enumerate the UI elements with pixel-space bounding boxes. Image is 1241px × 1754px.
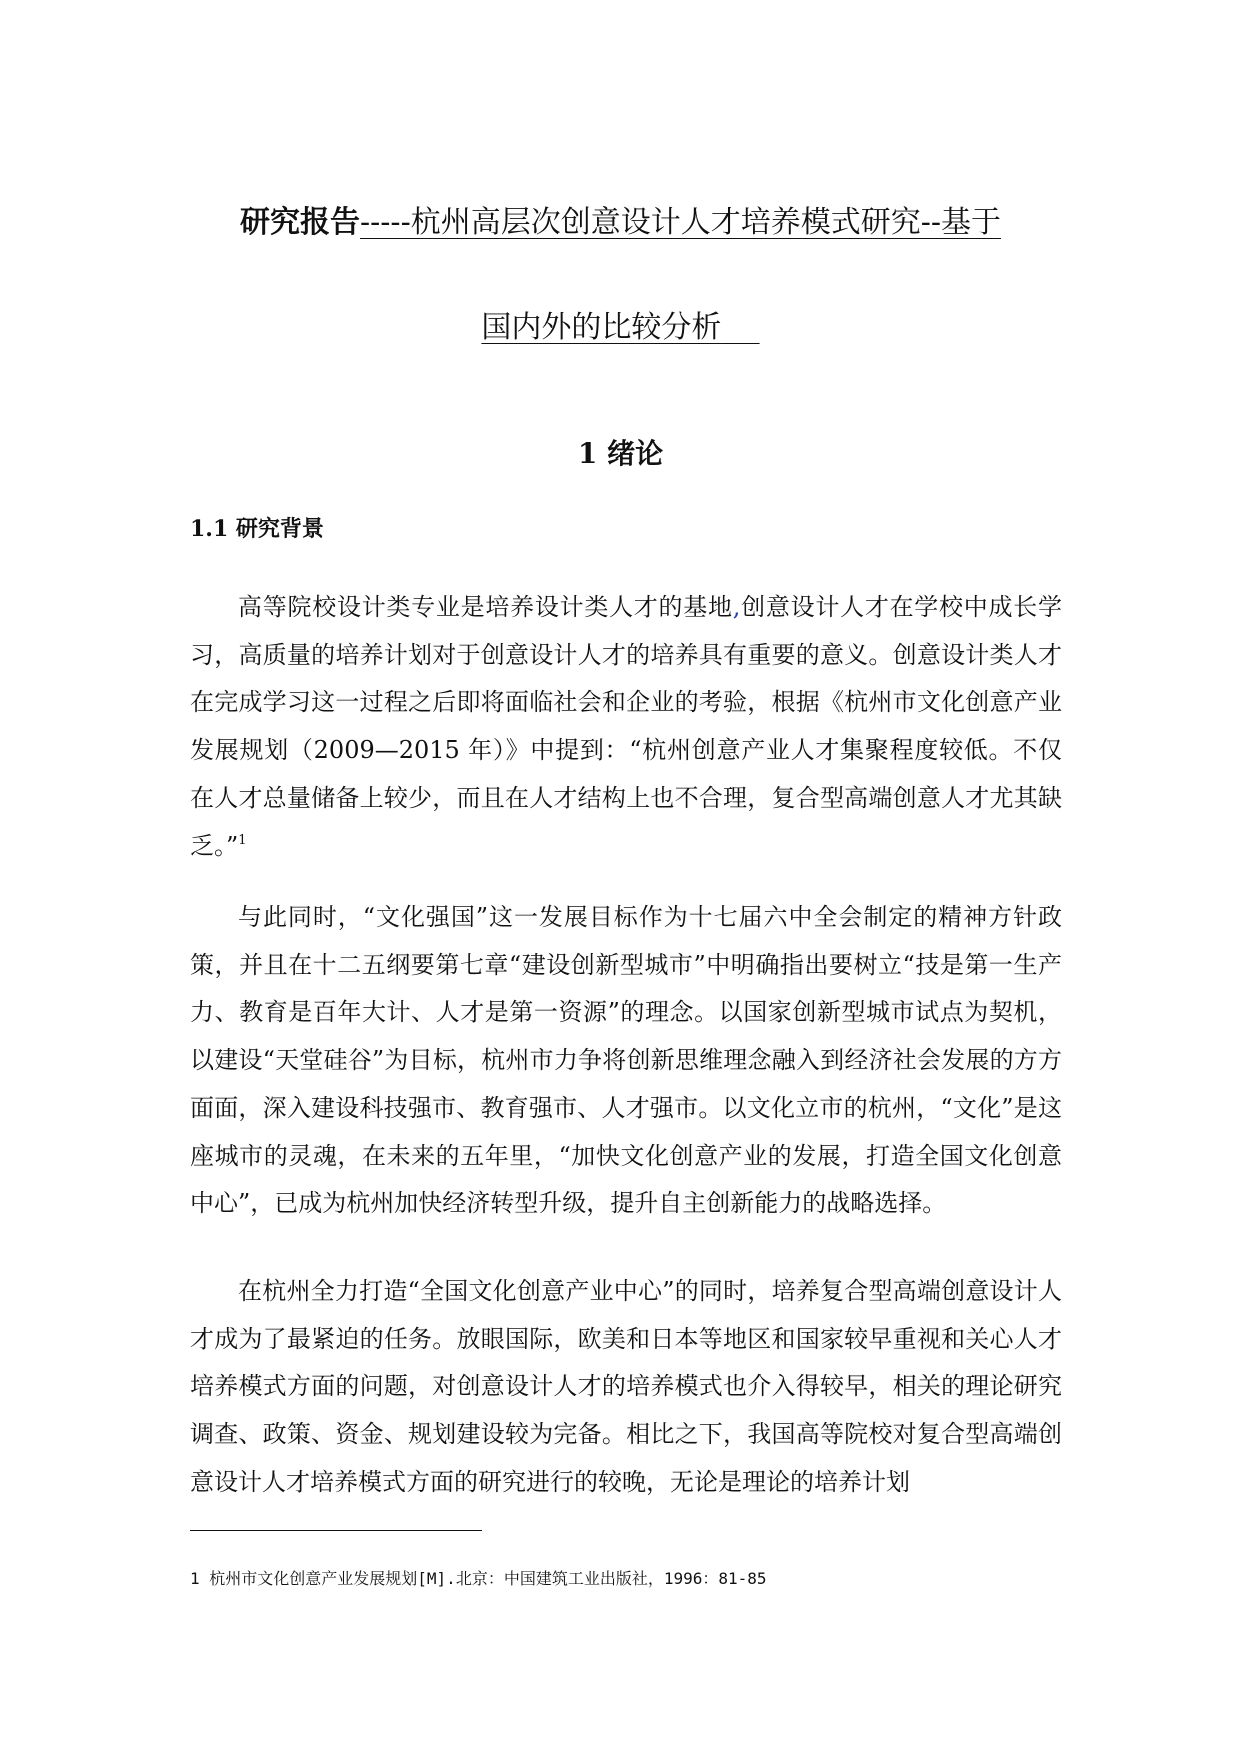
chapter-heading: 1 绪论 <box>577 437 664 470</box>
paragraph-1-comma: , <box>732 593 741 621</box>
footnote-number: 1 <box>190 1569 200 1588</box>
paragraph-1-text-b: 创意设计人才在学校中成长学习，高质量的培养计划对于创意设计人才的培养具有重要的意义。创意设计类人才在完成学习这一过程之后即将面临社会和企业的考验，根据《杭州市文化创意产业发展规划（2009—2015 年）》中提到：“杭州创意产业人才集聚程度较低。不仅在人才总量储备上较少，而且在人才结构上也不合理，复合型高端创意人才尤其缺乏。” <box>190 593 1063 860</box>
paragraph-2-text: 与此同时，“文化强国”这一发展目标作为十七届六中全会制定的精神方针政策，并且在十二五纲要第七章“建设创新型城市”中明确指出要树立“技是第一生产力、教育是百年大计、人才是第一资源”的理念。以国家创新型城市试点为契机，以建设“天堂硅谷”为目标，杭州市力争将创新思维理念融入到经济社会发展的方方面面，深入建设科技强市、教育强市、人才强市。以文化立市的杭州，“文化”是这座城市的灵魂，在未来的五年里，“加快文化创意产业的发展，打造全国文化创意中心”，已成为杭州加快经济转型升级，提升自主创新能力的战略选择。 <box>190 903 1062 1218</box>
body-paragraph-3 <box>190 1268 1062 1507</box>
report-title-line-2 <box>0 308 1241 348</box>
body-paragraph-2 <box>190 894 1062 1228</box>
report-title-main: -----杭州高层次创意设计人才培养模式研究--基于 <box>360 205 1001 240</box>
report-title-line-1 <box>0 203 1241 243</box>
section-heading: 1.1 研究背景 <box>190 516 324 542</box>
title-underline-trail <box>721 310 759 345</box>
paragraph-3-text: 在杭州全力打造“全国文化创意产业中心”的同时，培养复合型高端创意设计人才成为了最紧迫的任务。放眼国际，欧美和日本等地区和国家较早重视和关心人才培养模式方面的问题，对创意设计人才的培养模式也介入得较早，相关的理论研究调查、政策、资金、规划建设较为完备。相比之下，我国高等院校对复合型高端创意设计人才培养模式方面的研究进行的较晚，无论是理论的培养计划 <box>190 1277 1062 1496</box>
report-title-label: 研究报告 <box>240 205 361 240</box>
footnote-text: 杭州市文化创意产业发展规划[M].北京：中国建筑工业出版社，1996：81-85 <box>209 1569 767 1588</box>
footnote <box>190 1568 767 1590</box>
body-paragraph-1 <box>190 584 1062 870</box>
footnote-separator <box>190 1530 482 1531</box>
footnote-reference[interactable]: 1 <box>238 832 247 848</box>
paragraph-1-text-a: 高等院校设计类专业是培养设计类人才的基地 <box>238 593 733 621</box>
report-title-subtitle: 国内外的比较分析 <box>481 310 722 345</box>
